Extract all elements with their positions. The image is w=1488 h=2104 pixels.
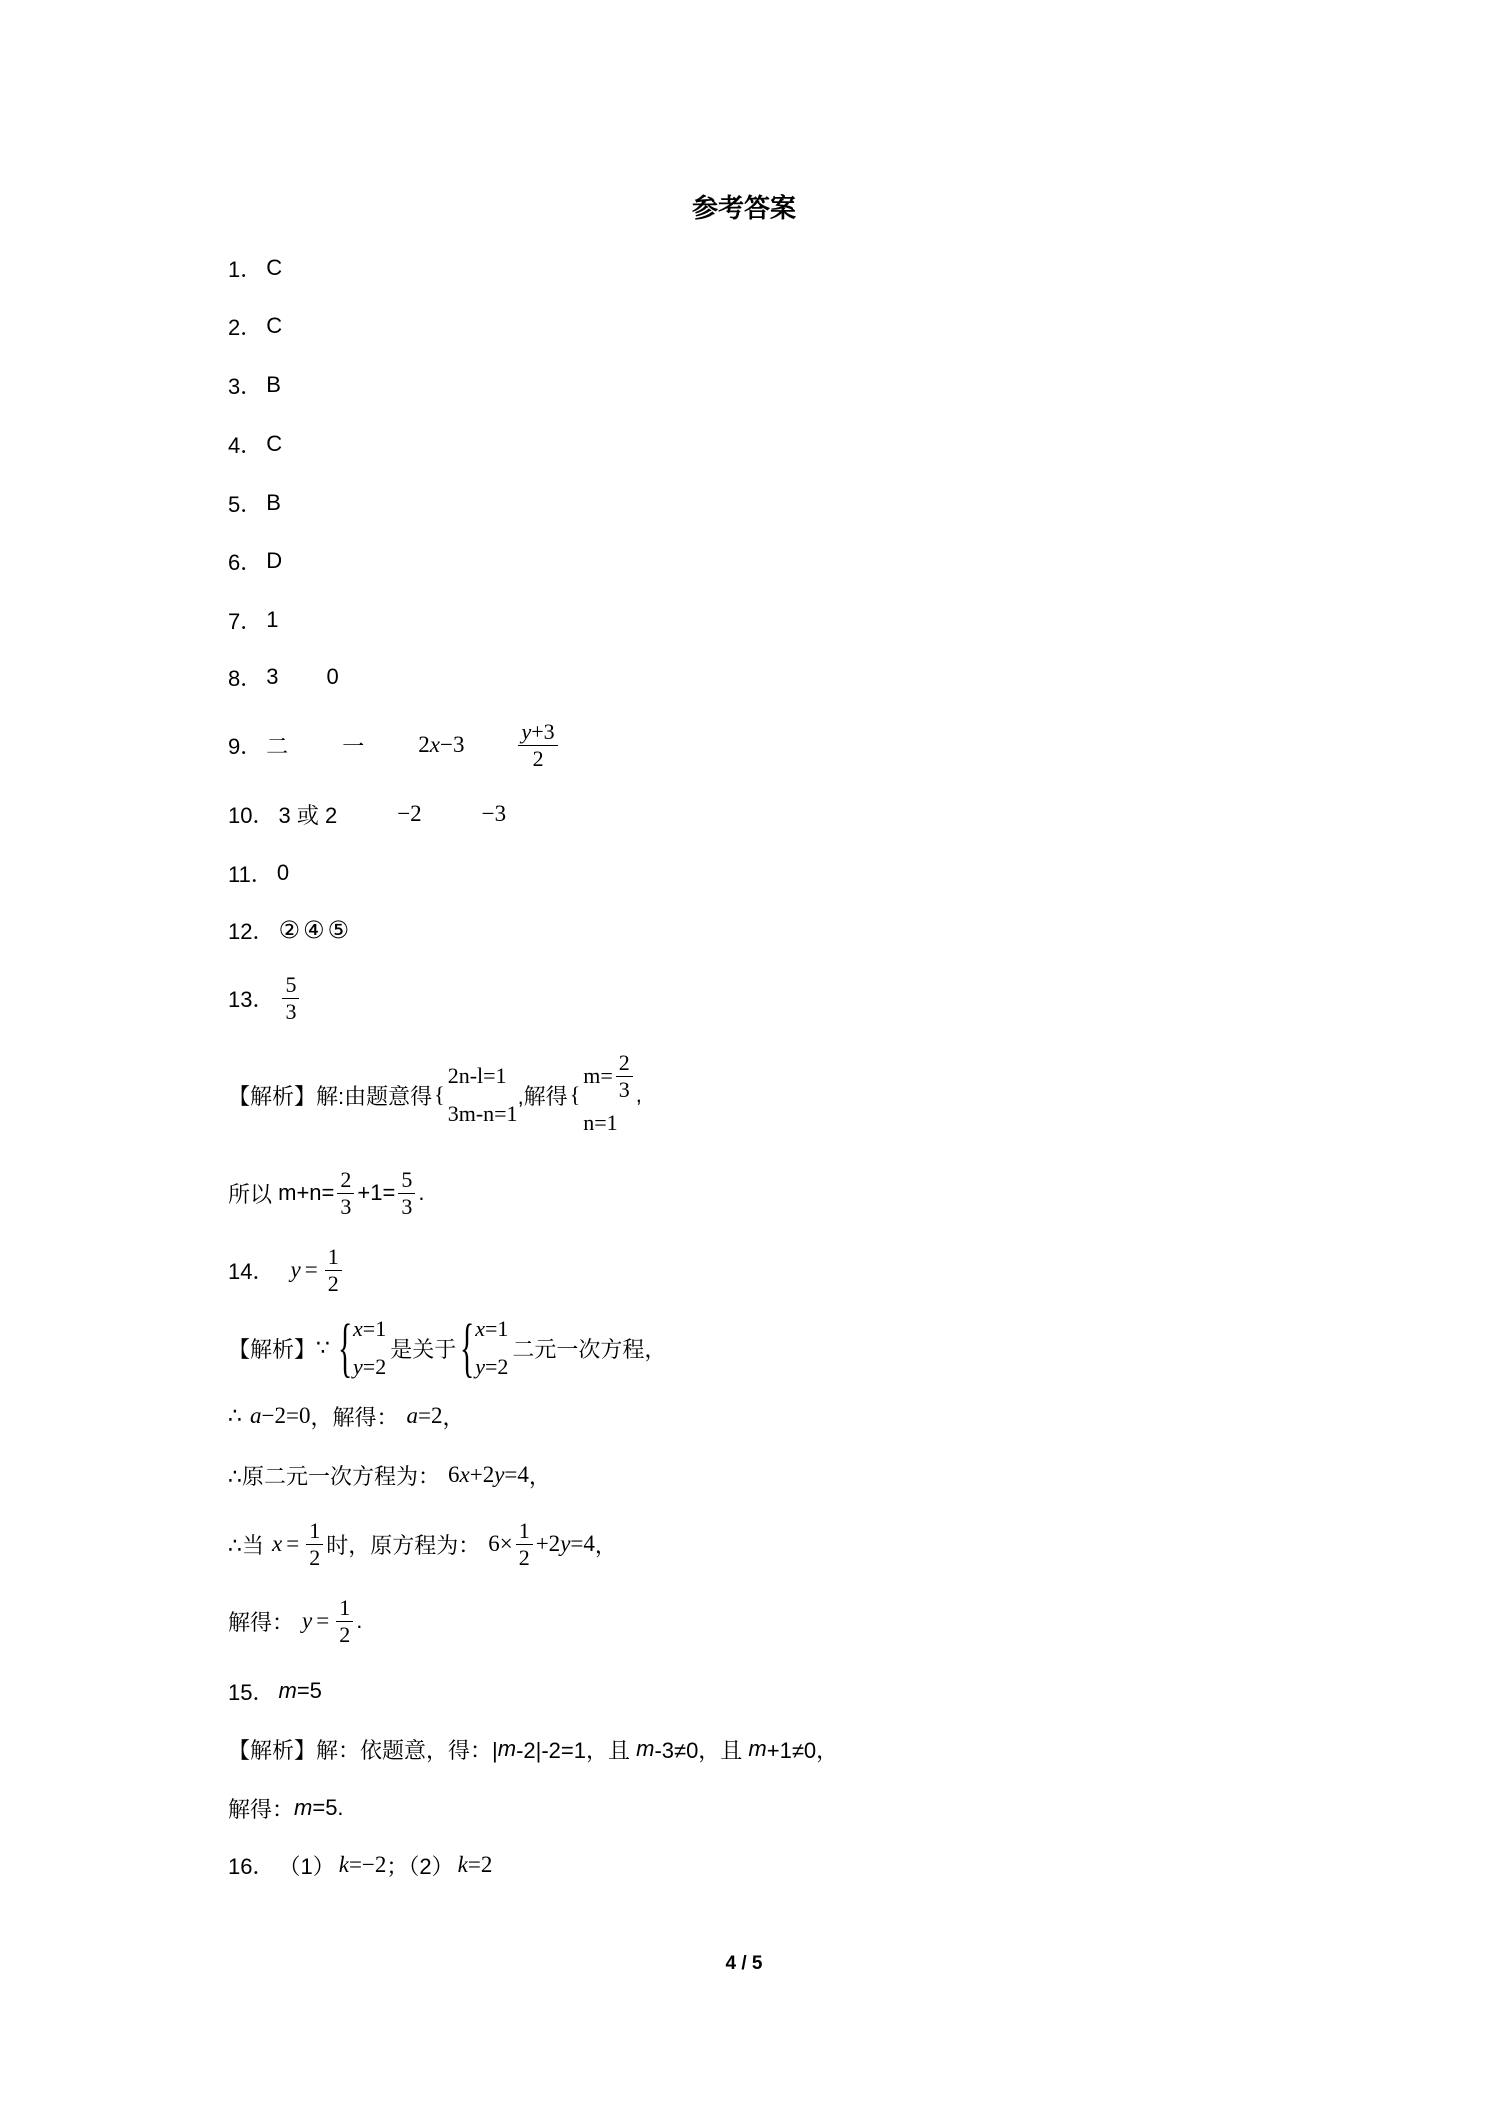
analysis-14-line-4 xyxy=(228,1517,617,1570)
answer-line-1 xyxy=(228,253,282,283)
system-brace: { xyxy=(569,1082,581,1107)
fraction xyxy=(398,1167,415,1220)
denominator: 3 xyxy=(618,1076,630,1102)
equation-system xyxy=(353,1310,386,1386)
analysis-expression xyxy=(250,1403,310,1429)
equation-row: 3m-n=1 xyxy=(447,1101,518,1126)
answer-text: C xyxy=(266,313,283,338)
equals-sign: = xyxy=(286,1531,300,1556)
analysis-15-line-1 xyxy=(228,1734,838,1764)
expression-rest: =2 xyxy=(467,1852,493,1877)
analysis-text: 解得： xyxy=(228,1796,295,1822)
denominator: 2 xyxy=(309,1544,321,1570)
analysis-label: 【解析】 xyxy=(228,1083,317,1109)
expression-rest: −2=0 xyxy=(261,1403,311,1428)
variable: y xyxy=(521,718,532,744)
solution-system xyxy=(583,1048,636,1142)
numerator: 2 xyxy=(616,1050,633,1077)
expression-part: 6× xyxy=(488,1531,513,1556)
analysis-expression xyxy=(406,1403,442,1429)
solution-fraction xyxy=(616,1050,633,1103)
variable: y xyxy=(353,1354,363,1379)
answer-blank-4-fraction xyxy=(518,719,557,772)
answer-blank-1: 3 或 2 xyxy=(278,802,338,828)
equation-row-y xyxy=(475,1348,508,1386)
expression-rest: =−2 xyxy=(348,1852,387,1877)
question-number: 13． xyxy=(228,986,275,1012)
variable: x xyxy=(429,732,440,757)
answer-expression-1 xyxy=(339,1852,387,1878)
answer-line-15 xyxy=(228,1676,322,1706)
question-number: 12． xyxy=(228,918,275,944)
page-number: 4 / 5 xyxy=(725,1953,763,1974)
solution-row-m xyxy=(583,1048,636,1104)
question-number: 16． xyxy=(228,1853,275,1879)
coefficient: 2 xyxy=(418,732,430,757)
answer-line-10 xyxy=(228,799,506,829)
analysis-label: 【解析】 xyxy=(228,1336,317,1362)
variable: m xyxy=(748,1736,767,1761)
answer-line-11 xyxy=(228,858,289,888)
equation-row-x xyxy=(353,1310,386,1348)
question-number: 6． xyxy=(228,549,263,575)
variable: y xyxy=(290,1257,301,1282)
answer-line-14 xyxy=(228,1243,345,1296)
equation-row-y xyxy=(353,1348,386,1386)
answer-text: C xyxy=(266,255,283,280)
question-number: 14． xyxy=(228,1258,275,1284)
fraction xyxy=(336,1595,353,1648)
expression-part: =4 xyxy=(504,1462,529,1487)
expression-part: 6 xyxy=(448,1462,460,1487)
answer-blank-3: −3 xyxy=(481,801,507,826)
therefore-symbol: ∴ xyxy=(228,1403,242,1428)
question-number: 15． xyxy=(228,1679,275,1705)
answer-text: =5 xyxy=(296,1678,322,1703)
variable: k xyxy=(457,1852,468,1877)
answer-blank-3-expression xyxy=(418,732,464,758)
solution-row-n: n=1 xyxy=(583,1110,618,1135)
numerator: 2 xyxy=(337,1167,354,1194)
denominator: 3 xyxy=(285,998,297,1024)
expression-part: +2 xyxy=(535,1531,561,1556)
analysis-14-line-5 xyxy=(228,1594,363,1647)
variable: x xyxy=(459,1462,470,1487)
equation-system xyxy=(475,1310,508,1386)
system-brace: { xyxy=(460,1311,475,1384)
equation-row: 2n-l=1 xyxy=(447,1063,507,1088)
answer-line-13 xyxy=(228,971,302,1024)
equation-row-x xyxy=(475,1310,508,1348)
fraction xyxy=(306,1518,323,1571)
numerator: 5 xyxy=(282,972,299,999)
variable: m xyxy=(294,1795,313,1820)
analysis-expression xyxy=(536,1531,595,1557)
variable: x xyxy=(272,1531,283,1556)
expression-part: +2 xyxy=(469,1462,495,1487)
variable: m xyxy=(278,1678,297,1703)
denominator: 2 xyxy=(532,745,544,771)
part-label-2: ；（2） xyxy=(386,1853,454,1879)
analysis-punctuation: , xyxy=(635,1082,642,1107)
expression-rest: =2 xyxy=(417,1403,443,1428)
variable: y xyxy=(494,1462,505,1487)
numerator: 1 xyxy=(325,1244,342,1271)
question-number: 4． xyxy=(228,432,263,458)
question-number: 7． xyxy=(228,608,263,634)
answer-text: B xyxy=(266,372,281,397)
analysis-text: 所以 xyxy=(228,1181,273,1207)
analysis-text: 解:由题意得 xyxy=(316,1083,433,1109)
question-number: 1． xyxy=(228,256,263,282)
analysis-text: ∴当 xyxy=(228,1532,264,1558)
numerator-rest: +3 xyxy=(531,718,555,744)
analysis-punctuation: . xyxy=(356,1608,363,1633)
variable: a xyxy=(250,1403,262,1428)
answer-expression-2 xyxy=(458,1852,493,1878)
expression-part: =4 xyxy=(570,1531,595,1556)
analysis-13-line-2 xyxy=(228,1166,425,1219)
answer-text: B xyxy=(266,490,281,515)
system-brace: { xyxy=(434,1082,445,1107)
answer-line-7 xyxy=(228,605,279,635)
denominator: 3 xyxy=(340,1193,352,1219)
analysis-14-line-3 xyxy=(228,1460,551,1490)
answer-line-5 xyxy=(228,488,281,518)
analysis-text: ，解得： xyxy=(310,1404,399,1430)
answer-expression xyxy=(290,1257,321,1283)
analysis-punctuation: . xyxy=(418,1180,425,1205)
analysis-text: =5. xyxy=(312,1795,344,1820)
analysis-expression: +1= xyxy=(357,1180,396,1205)
numerator: 1 xyxy=(336,1595,353,1622)
equals-sign: = xyxy=(316,1608,330,1633)
numerator: 1 xyxy=(306,1518,323,1545)
analysis-text: ,解得 xyxy=(517,1083,568,1109)
analysis-text: +1≠0， xyxy=(766,1737,839,1763)
answer-line-4 xyxy=(228,429,282,459)
answer-line-8 xyxy=(228,662,339,692)
equation-value: =2 xyxy=(484,1354,509,1379)
numerator xyxy=(518,719,557,746)
answer-line-9 xyxy=(228,718,561,771)
answer-blank-2: −2 xyxy=(397,801,422,826)
analysis-label: 【解析】 xyxy=(228,1737,317,1763)
equation-value: =1 xyxy=(362,1316,387,1341)
analysis-15-line-2 xyxy=(228,1793,344,1823)
denominator: 2 xyxy=(327,1270,339,1296)
answer-text: 0 xyxy=(276,860,290,885)
fraction xyxy=(516,1518,533,1571)
answer-text: 1 xyxy=(266,607,279,632)
variable: y xyxy=(302,1608,313,1633)
answer-circled-numbers: ②④⑤ xyxy=(278,916,353,944)
answer-fraction xyxy=(325,1244,342,1297)
variable: x xyxy=(475,1316,485,1341)
answer-text: D xyxy=(266,548,283,573)
analysis-text: ∴原二元一次方程为： xyxy=(228,1463,440,1489)
analysis-expression: m+n= xyxy=(272,1180,335,1205)
analysis-expression xyxy=(272,1531,303,1557)
question-number: 8． xyxy=(228,665,263,691)
question-number: 5． xyxy=(228,491,263,517)
question-number: 2． xyxy=(228,314,263,340)
answer-line-6 xyxy=(228,546,282,576)
answer-blank-2: 0 xyxy=(326,664,339,689)
denominator: 3 xyxy=(401,1193,413,1219)
variable: a xyxy=(406,1403,418,1428)
question-number: 10． xyxy=(228,802,275,828)
analysis-text: 解得： xyxy=(228,1609,295,1635)
equation-value: =1 xyxy=(484,1316,509,1341)
analysis-expression xyxy=(302,1608,333,1634)
numerator: 1 xyxy=(516,1518,533,1545)
part-label-1: （1） xyxy=(278,1853,335,1879)
analysis-14-line-2 xyxy=(228,1401,464,1431)
question-number: 11． xyxy=(228,861,273,887)
solution-lhs: m= xyxy=(583,1063,613,1088)
analysis-expression xyxy=(448,1462,529,1488)
equals-sign: = xyxy=(304,1257,318,1282)
answer-text: C xyxy=(266,431,283,456)
answer-line-3 xyxy=(228,370,281,400)
answer-line-2 xyxy=(228,311,282,341)
equation-system xyxy=(448,1057,518,1133)
answer-blank-1: 3 xyxy=(266,664,279,689)
answer-blank-2: 一 xyxy=(342,733,365,759)
analysis-text: 时，原方程为： xyxy=(326,1532,481,1558)
variable: m xyxy=(497,1736,517,1761)
variable: y xyxy=(560,1531,571,1556)
page-title: 参考答案 xyxy=(691,193,796,223)
analysis-punctuation: ， xyxy=(442,1404,465,1430)
answer-fraction xyxy=(282,972,299,1025)
denominator: 2 xyxy=(339,1621,351,1647)
answer-line-16 xyxy=(228,1850,492,1880)
analysis-text: -3≠0，且 xyxy=(654,1737,749,1763)
analysis-punctuation: ， xyxy=(594,1532,617,1558)
answer-blank-1: 二 xyxy=(266,733,289,759)
answer-line-12 xyxy=(228,915,352,945)
variable: x xyxy=(353,1316,363,1341)
variable: y xyxy=(475,1354,485,1379)
variable: k xyxy=(338,1852,349,1877)
analysis-text: 二元一次方程， xyxy=(512,1336,667,1362)
analysis-14-line-1 xyxy=(228,1311,667,1384)
question-number: 9． xyxy=(228,733,263,759)
system-brace: { xyxy=(338,1311,353,1384)
analysis-text: 解：依题意，得：| xyxy=(316,1737,498,1763)
equation-value: =2 xyxy=(362,1354,387,1379)
variable: m xyxy=(636,1736,655,1761)
expression-rest: −3 xyxy=(440,732,465,757)
fraction xyxy=(337,1167,354,1220)
analysis-text: -2|-2=1，且 xyxy=(516,1737,637,1763)
numerator: 5 xyxy=(398,1167,415,1194)
question-number: 3． xyxy=(228,373,263,399)
analysis-text: 是关于 xyxy=(390,1336,457,1362)
because-symbol: ∵ xyxy=(316,1335,331,1360)
denominator: 2 xyxy=(518,1544,530,1570)
analysis-13-line-1 xyxy=(228,1049,642,1135)
analysis-punctuation: ， xyxy=(528,1463,551,1489)
